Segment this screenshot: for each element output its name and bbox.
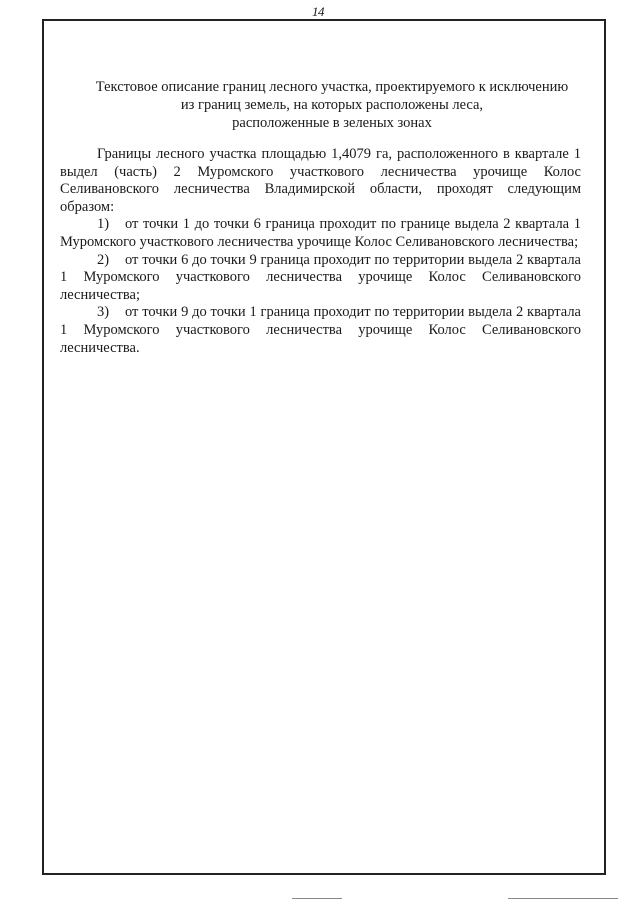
list-item-number: 3) bbox=[97, 304, 110, 321]
list-item-1 bbox=[60, 216, 581, 251]
document-body bbox=[60, 146, 581, 357]
scan-mark-left bbox=[292, 898, 342, 899]
list-item-text: от точки 1 до точки 6 граница проходит по границе выдела 2 квартала 1 Муромского участкового лесничества урочище Колос Селивановского лесничества; bbox=[60, 216, 581, 250]
list-item-text: от точки 9 до точки 1 граница проходит по территории выдела 2 квартала 1 Муромского участкового лесничества урочище Колос Селивановского лесничества. bbox=[60, 304, 581, 356]
scan-mark-right bbox=[508, 898, 618, 899]
list-item-2 bbox=[60, 252, 581, 305]
title-line-1: Текстовое описание границ лесного участка, проектируемого к исключению bbox=[95, 79, 569, 95]
intro-paragraph: Границы лесного участка площадью 1,4079 га, расположенного в квартале 1 выдел (часть) 2 Муромского участкового лесничества урочище Колос Селивановского лесничества Владимирской области, проходят следующим образом: bbox=[60, 146, 581, 215]
list-item-number: 1) bbox=[97, 216, 110, 233]
title-line-3: расположенные в зеленых зонах bbox=[232, 115, 432, 131]
title-line-2: из границ земель, на которых расположены леса, bbox=[180, 97, 484, 113]
list-item-3 bbox=[60, 304, 581, 357]
page-number: 14 bbox=[312, 4, 324, 19]
list-item-number: 2) bbox=[97, 251, 110, 268]
document-title bbox=[60, 78, 604, 132]
list-item-text: от точки 6 до точки 9 граница проходит по территории выдела 2 квартала 1 Муромского участкового лесничества урочище Колос Селивановского лесничества; bbox=[60, 251, 581, 303]
